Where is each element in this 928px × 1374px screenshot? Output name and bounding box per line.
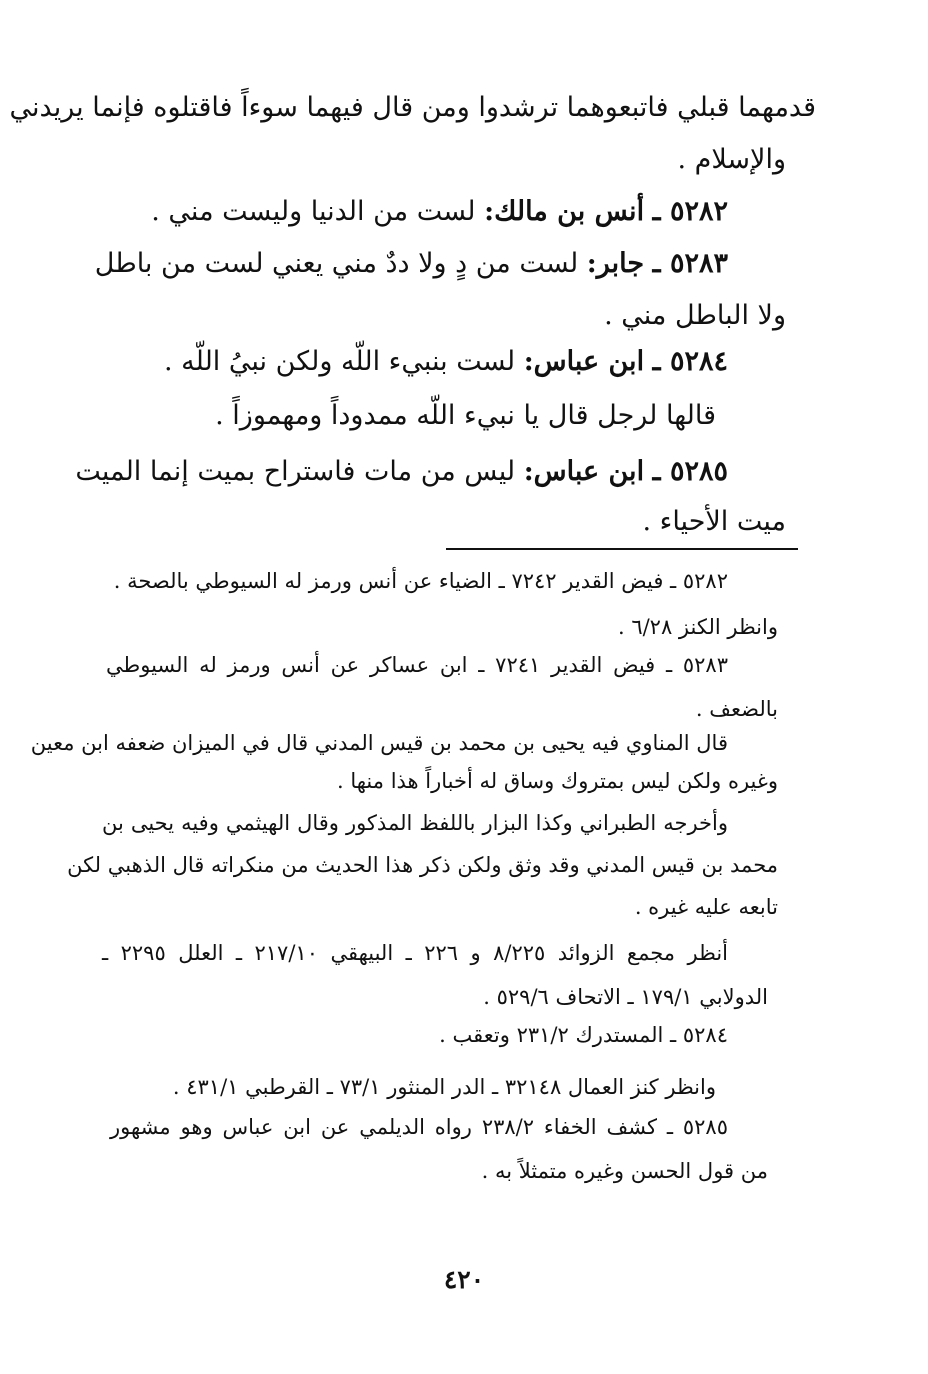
- narrator-name: جابر:: [586, 248, 645, 279]
- hadith-number: ٥٢٨٤ ـ: [652, 346, 728, 377]
- footnote-line: من قول الحسن وغيره متمثلاً به .: [481, 1159, 768, 1183]
- footnote-line: أنظر مجمع الزوائد ٨/٢٢٥ و ٢٢٦ ـ البيهقي ٢١٧/١٠ ـ العلل ٢٢٩٥ ـ: [102, 941, 728, 965]
- main-text-line: ميت الأحياء .: [642, 506, 786, 537]
- footnote-line: بالضعف .: [695, 697, 778, 721]
- footnote-line: ٥٢٨٤ ـ المستدرك ٢٣١/٢ وتعقب .: [439, 1023, 728, 1047]
- hadith-number: ٥٢٨٥ ـ: [652, 456, 728, 487]
- main-text-line: قدمهما قبلي فاتبعوهما ترشدوا ومن قال فيهما سوءاً فاقتلوه فإنما يريدني: [9, 92, 816, 123]
- footnote-line: وانظر الكنز ٦/٢٨ .: [617, 615, 778, 639]
- hadith-5285: [75, 452, 728, 492]
- footnote-separator: [446, 548, 798, 550]
- footnote-line: وانظر كنز العمال ٣٢١٤٨ ـ الدر المنثور ٧٣/١ ـ القرطبي ٤٣١/١ .: [172, 1075, 716, 1099]
- hadith-text: لست من الدنيا وليست مني .: [151, 196, 476, 227]
- footnote-line: قال المناوي فيه يحيى بن محمد بن قيس المدني قال في الميزان ضعفه ابن معين: [30, 731, 728, 755]
- narrator-name: ابن عباس:: [523, 456, 645, 487]
- hadith-number: ٥٢٨٢ ـ: [652, 196, 728, 227]
- footnote-line: ٥٢٨٥ ـ كشف الخفاء ٢٣٨/٢ رواه الديلمي عن ابن عباس وهو مشهور: [110, 1115, 728, 1139]
- page-number: ٤٢٠: [443, 1265, 485, 1294]
- main-text-line: قالها لرجل قال يا نبيء اللّه ممدوداً ومهموزاً .: [215, 400, 716, 431]
- footnote-line: وأخرجه الطبراني وكذا البزار باللفظ المذكور وقال الهيثمي وفيه يحيى بن: [102, 811, 728, 835]
- footnote-line: تابعه عليه غيره .: [634, 895, 778, 919]
- hadith-5283: [94, 244, 728, 284]
- footnote-line: ٥٢٨٢ ـ فيض القدير ٧٢٤٢ ـ الضياء عن أنس ورمز له السيوطي بالصحة .: [113, 569, 728, 593]
- main-text-line: ولا الباطل مني .: [604, 300, 786, 331]
- narrator-name: ابن عباس:: [523, 346, 645, 377]
- narrator-name: أنس بن مالك:: [484, 196, 645, 227]
- hadith-text: لست من دٍ ولا ددٌ مني يعني لست من باطل: [94, 248, 579, 279]
- hadith-5284: [164, 342, 728, 382]
- footnote-line: ٥٢٨٣ ـ فيض القدير ٧٢٤١ ـ ابن عساكر عن أنس ورمز له السيوطي: [106, 653, 728, 677]
- footnote-line: محمد بن قيس المدني وقد وثق ولكن ذكر هذا الحديث من منكراته قال الذهبي لكن: [67, 853, 778, 877]
- hadith-5282: [151, 192, 728, 232]
- hadith-text: ليس من مات فاستراح بميت إنما الميت: [75, 456, 516, 487]
- hadith-number: ٥٢٨٣ ـ: [652, 248, 728, 279]
- hadith-text: لست بنبيء اللّه ولكن نبيُ اللّه .: [164, 346, 516, 377]
- footnote-line: وغيره ولكن ليس بمتروك وساق له أخباراً هذا منها .: [337, 769, 778, 793]
- main-text-line: والإسلام .: [677, 144, 786, 175]
- footnote-line: الدولابي ١٧٩/١ ـ الاتحاف ٥٢٩/٦ .: [483, 985, 768, 1009]
